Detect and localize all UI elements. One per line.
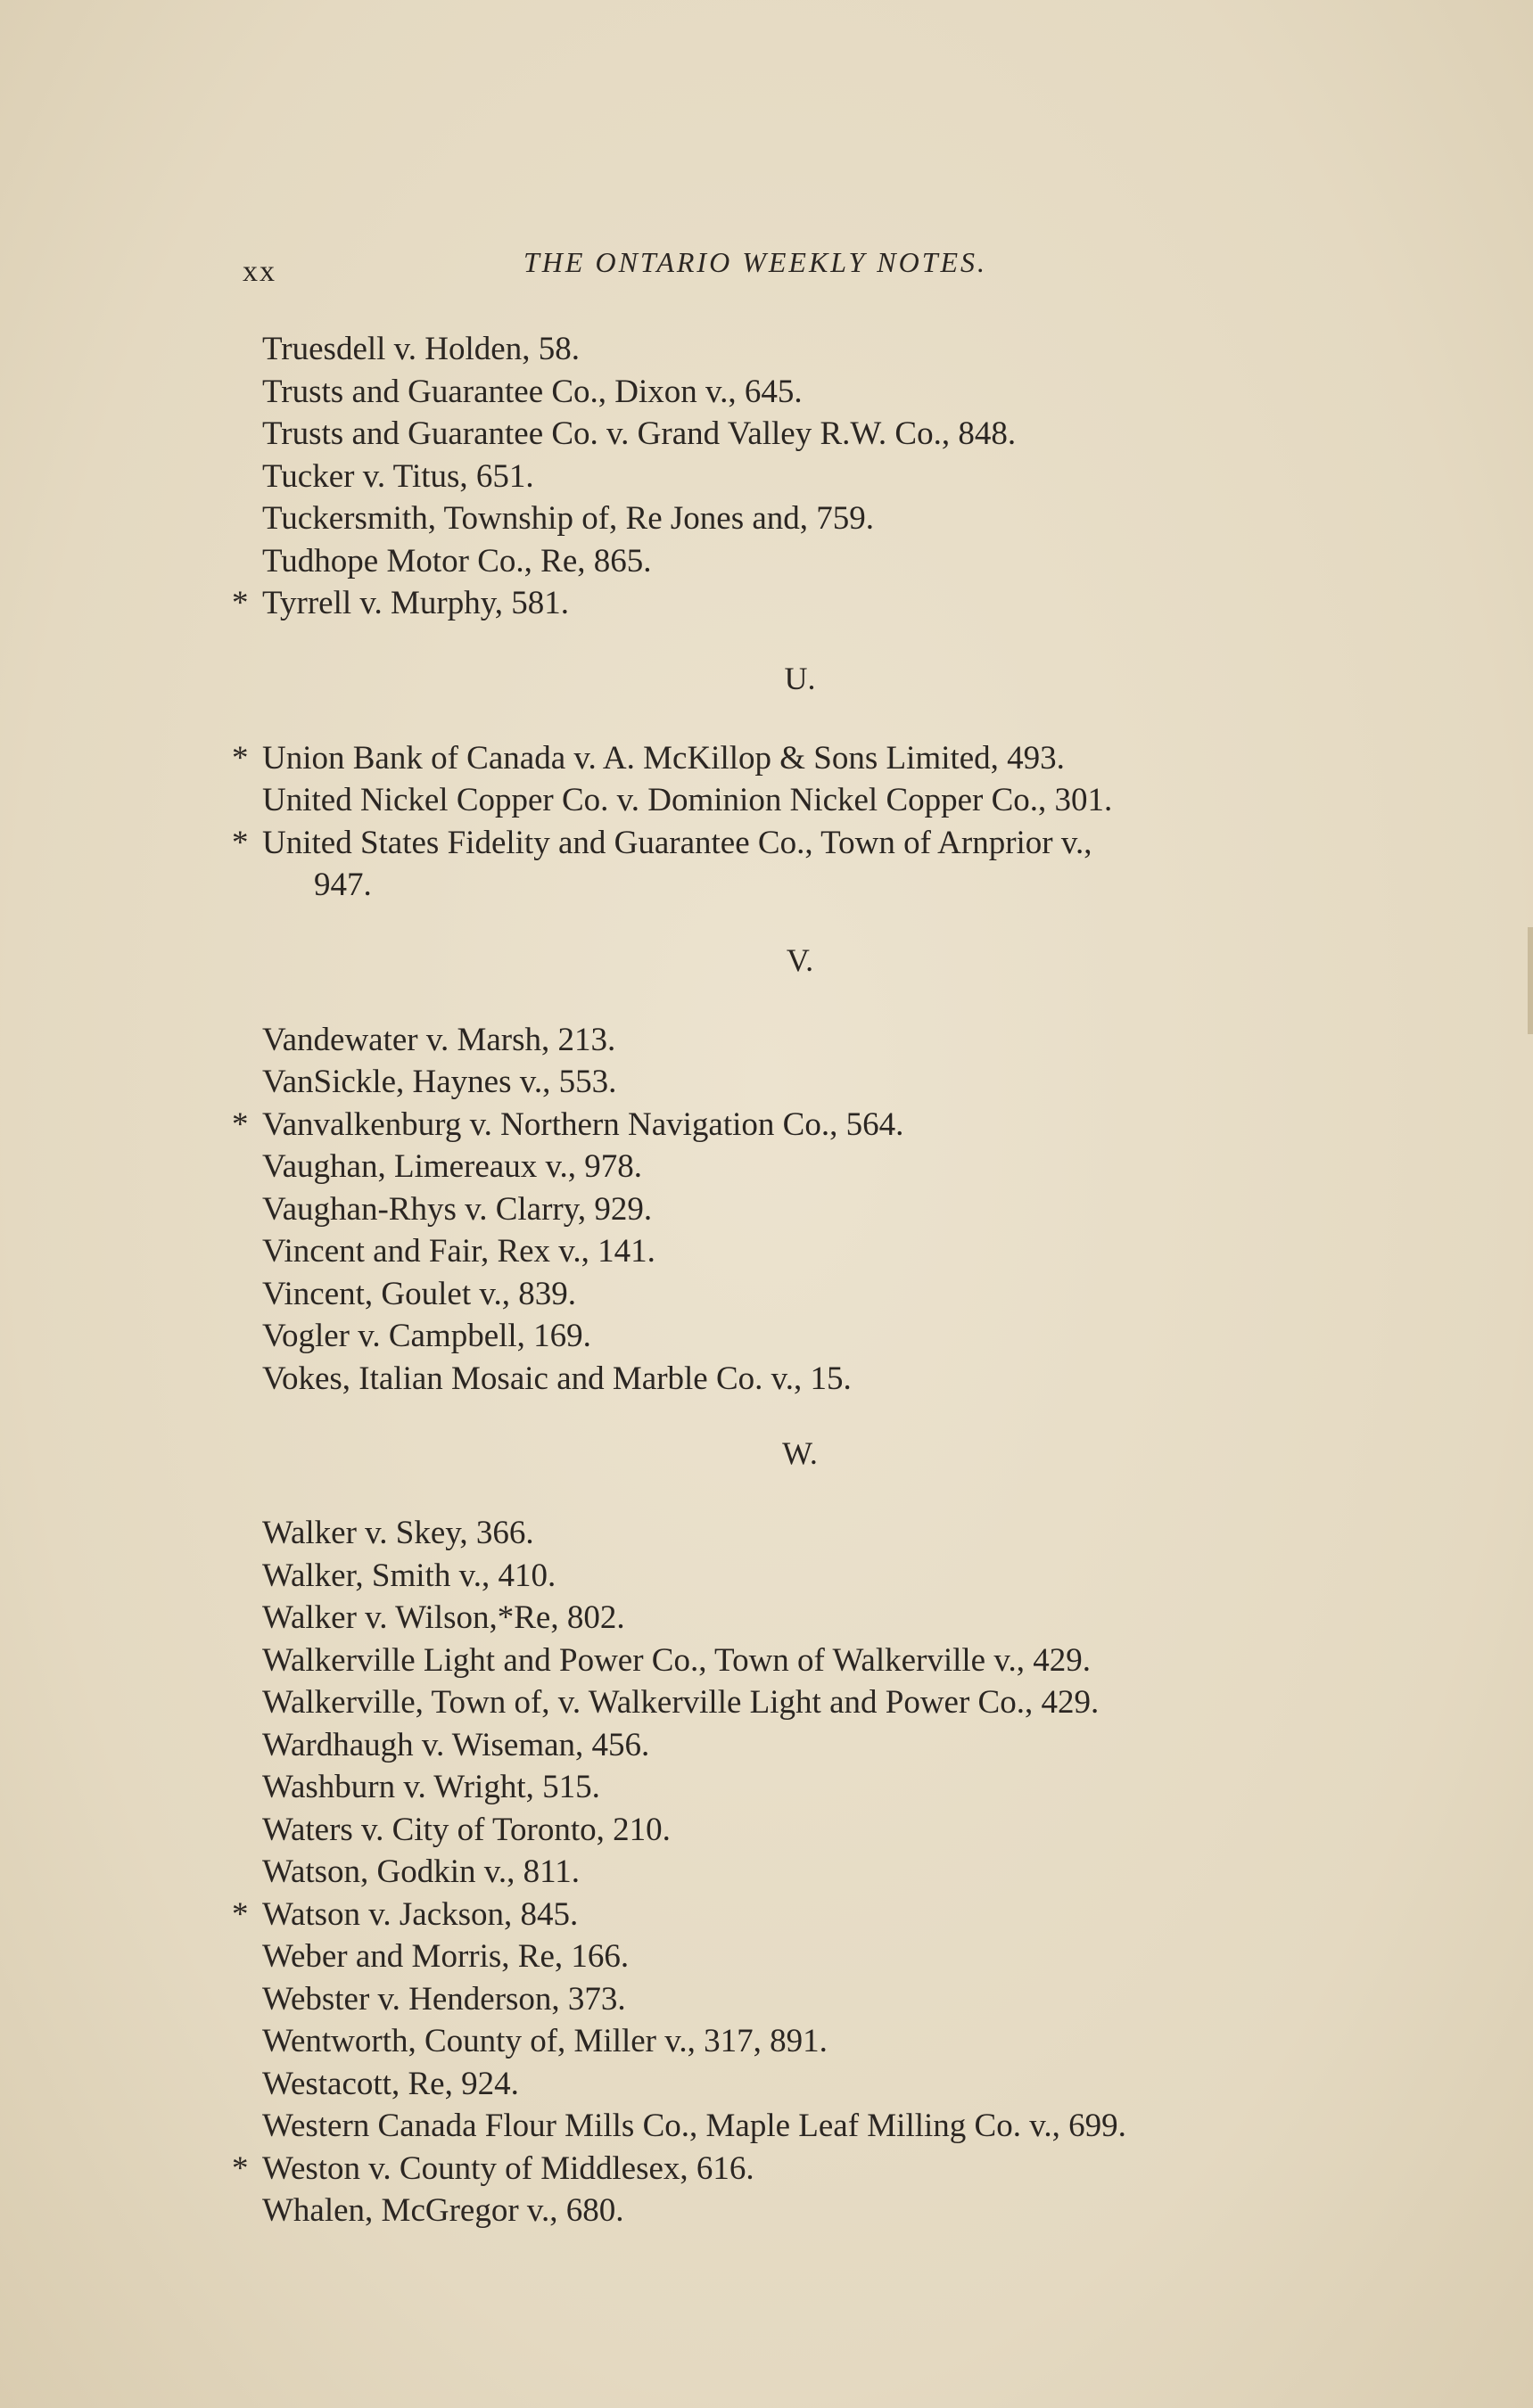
entry-text: Tyrrell v. Murphy, 581. [262, 585, 570, 621]
index-entry [243, 2190, 1331, 2232]
entry-text: 947. [314, 867, 372, 903]
entry-text: Western Canada Flour Mills Co., Maple Leaf Milling Co. v., 699. [262, 2108, 1126, 2144]
entry-text: Walker v. Wilson,*Re, 802. [262, 1599, 625, 1636]
index-entry [232, 582, 1331, 625]
index-entry [243, 1315, 1331, 1358]
entry-text: United States Fidelity and Guarantee Co., Town of Arnprior v., [262, 824, 1092, 861]
index-entry [232, 822, 1331, 865]
entry-text: United Nickel Copper Co. v. Dominion Nickel Copper Co., 301. [262, 782, 1113, 818]
asterisk-marker: * [232, 824, 249, 861]
index-entry [243, 1978, 1331, 2021]
entry-text: Trusts and Guarantee Co., Dixon v., 645. [262, 373, 803, 410]
entry-text: Walker, Smith v., 410. [262, 1557, 556, 1594]
page-header [243, 246, 1313, 291]
index-entry [232, 2148, 1331, 2190]
entry-text: Vincent and Fair, Rex v., 141. [262, 1233, 655, 1270]
running-title: THE ONTARIO WEEKLY NOTES. [523, 246, 988, 278]
index-entry [243, 2063, 1331, 2106]
index-entry [243, 1061, 1331, 1104]
asterisk-marker: * [232, 739, 249, 777]
asterisk-marker: * [232, 1895, 249, 1933]
index-entry [243, 1555, 1331, 1598]
index-entries [232, 328, 1331, 2232]
entry-text: Washburn v. Wright, 515. [262, 1769, 600, 1805]
index-entry [243, 1935, 1331, 1978]
entry-text: Watson, Godkin v., 811. [262, 1853, 581, 1890]
entry-text: Truesdell v. Holden, 58. [262, 331, 580, 367]
entry-text: Tudhope Motor Co., Re, 865. [262, 542, 652, 579]
index-entry [243, 1597, 1331, 1640]
index-entry [243, 1358, 1331, 1401]
page-number: xx [243, 255, 276, 288]
entry-text: Wardhaugh v. Wiseman, 456. [262, 1726, 650, 1763]
entry-text: Westacott, Re, 924. [262, 2065, 519, 2102]
asterisk-marker: * [232, 1105, 249, 1143]
entry-text: Watson v. Jackson, 845. [262, 1895, 579, 1933]
entry-text: Vanvalkenburg v. Northern Navigation Co., 564. [262, 1105, 904, 1143]
page-edge-mark [1528, 927, 1533, 1034]
entry-text: Webster v. Henderson, 373. [262, 1980, 626, 2018]
entry-text: VanSickle, Haynes v., 553. [262, 1064, 617, 1100]
index-entry [243, 371, 1331, 414]
index-entry [243, 1273, 1331, 1316]
section-heading: U. [784, 660, 816, 696]
index-entry [243, 413, 1331, 456]
index-entry [243, 1512, 1331, 1555]
index-entry [243, 2105, 1331, 2148]
entry-text: Weber and Morris, Re, 166. [262, 1938, 630, 1975]
entry-text: Union Bank of Canada v. A. McKillop & Sons Limited, 493. [262, 739, 1065, 777]
entry-text: Walkerville Light and Power Co., Town of Walkerville v., 429. [262, 1641, 1091, 1679]
entry-text: Vandewater v. Marsh, 213. [262, 1021, 616, 1058]
index-entry [243, 1230, 1331, 1273]
section-heading: W. [782, 1435, 818, 1471]
index-entry [243, 456, 1331, 498]
index-entry [243, 328, 1331, 371]
index-entry [243, 1766, 1331, 1809]
entry-text: Tuckersmith, Township of, Re Jones and, 759. [262, 500, 875, 537]
index-entry [243, 1681, 1331, 1724]
entry-text: Weston v. County of Middlesex, 616. [262, 2149, 754, 2187]
entry-text: Vaughan-Rhys v. Clarry, 929. [262, 1190, 653, 1228]
entry-text: Vokes, Italian Mosaic and Marble Co. v., 15. [262, 1360, 852, 1397]
entry-text: Waters v. City of Toronto, 210. [262, 1811, 671, 1848]
index-entry [243, 1851, 1331, 1894]
index-entry [243, 1809, 1331, 1852]
index-entry [243, 1640, 1331, 1682]
entry-text: Vincent, Goulet v., 839. [262, 1275, 576, 1312]
entry-text: Trusts and Guarantee Co. v. Grand Valley R.W. Co., 848. [262, 415, 1017, 452]
entry-text: Walkerville, Town of, v. Walkerville Light and Power Co., 429. [262, 1684, 1100, 1721]
entry-text: Whalen, McGregor v., 680. [262, 2192, 624, 2229]
index-entry [243, 497, 1331, 540]
index-entry [243, 1724, 1331, 1767]
index-entry-continuation [243, 864, 1331, 907]
entry-text: Tucker v. Titus, 651. [262, 457, 534, 495]
index-entry [232, 1104, 1331, 1146]
index-entry [243, 1019, 1331, 1062]
index-entry [243, 779, 1331, 822]
entry-text: Vogler v. Campbell, 169. [262, 1318, 591, 1354]
index-entry [243, 1188, 1331, 1231]
entry-text: Walker v. Skey, 366. [262, 1515, 534, 1551]
index-entry [232, 1894, 1331, 1936]
index-entry [243, 540, 1331, 583]
asterisk-marker: * [232, 585, 249, 621]
entry-text: Vaughan, Limereaux v., 978. [262, 1148, 643, 1185]
asterisk-marker: * [232, 2149, 249, 2187]
entry-text: Wentworth, County of, Miller v., 317, 891. [262, 2023, 828, 2059]
index-entry [243, 2020, 1331, 2063]
section-heading: V. [786, 941, 814, 978]
index-entry [243, 1146, 1331, 1188]
index-entry [232, 737, 1331, 780]
